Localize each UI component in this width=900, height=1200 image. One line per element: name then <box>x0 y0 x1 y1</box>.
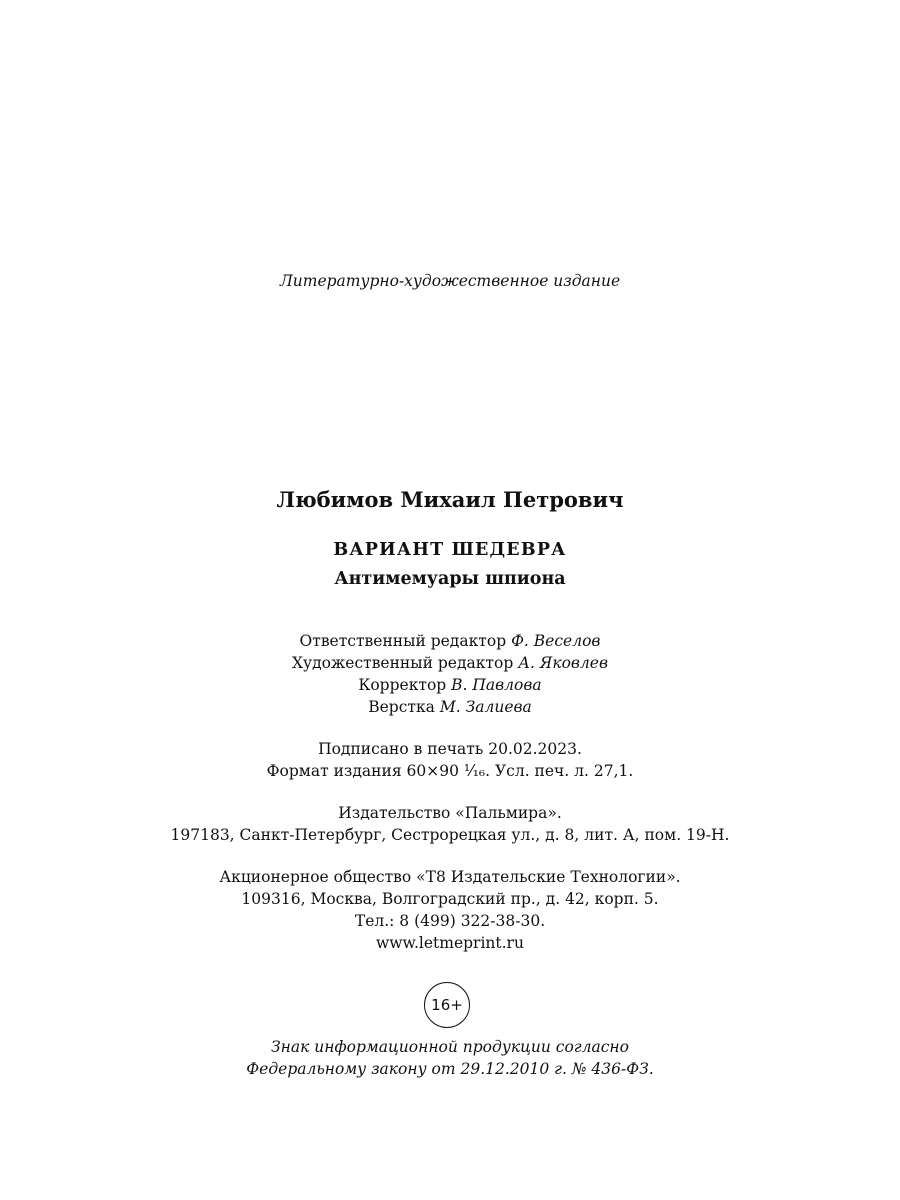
edition-type: Литературно-художественное издание <box>279 272 621 290</box>
credit-role: Корректор <box>358 676 447 694</box>
publisher-name: Издательство «Пальмира». <box>338 804 562 822</box>
signed-to-print: Подписано в печать 20.02.2023. <box>318 740 582 758</box>
credit-line <box>0 632 900 650</box>
printer-address: 109316, Москва, Волгоградский пр., д. 42, корп. 5. <box>241 890 659 908</box>
printer-website: www.letmeprint.ru <box>376 934 524 952</box>
printer-name: Акционерное общество «Т8 Издательские Технологии». <box>219 868 681 886</box>
author-name: Любимов Михаил Петрович <box>276 487 624 512</box>
printer-phone: Тел.: 8 (499) 322-38-30. <box>354 912 546 930</box>
book-subtitle: Антимемуары шпиона <box>334 569 566 589</box>
credit-line <box>0 698 900 716</box>
credit-role: Верстка <box>368 698 435 716</box>
publisher-address: 197183, Санкт-Петербург, Сестрорецкая ул., д. 8, лит. А, пом. 19-Н. <box>170 826 730 844</box>
age-rating-label: 16+ <box>431 996 463 1014</box>
age-rating-icon <box>424 982 470 1028</box>
credit-person: Ф. Веселов <box>511 632 601 650</box>
credit-role: Ответственный редактор <box>299 632 507 650</box>
age-rating-notice-line1: Знак информационной продукции согласно <box>271 1038 629 1056</box>
credit-person: В. Павлова <box>451 676 542 694</box>
credit-person: М. Залиева <box>439 698 532 716</box>
credit-line <box>0 676 900 694</box>
edition-format: Формат издания 60×90 ¹⁄₁₆. Усл. печ. л. 27,1. <box>266 762 634 780</box>
book-title: ВАРИАНТ ШЕДЕВРА <box>333 540 567 560</box>
age-rating-notice-line2: Федеральному закону от 29.12.2010 г. № 436-ФЗ. <box>246 1060 654 1078</box>
credit-line <box>0 654 900 672</box>
credit-person: А. Яковлев <box>518 654 608 672</box>
credit-role: Художественный редактор <box>291 654 514 672</box>
